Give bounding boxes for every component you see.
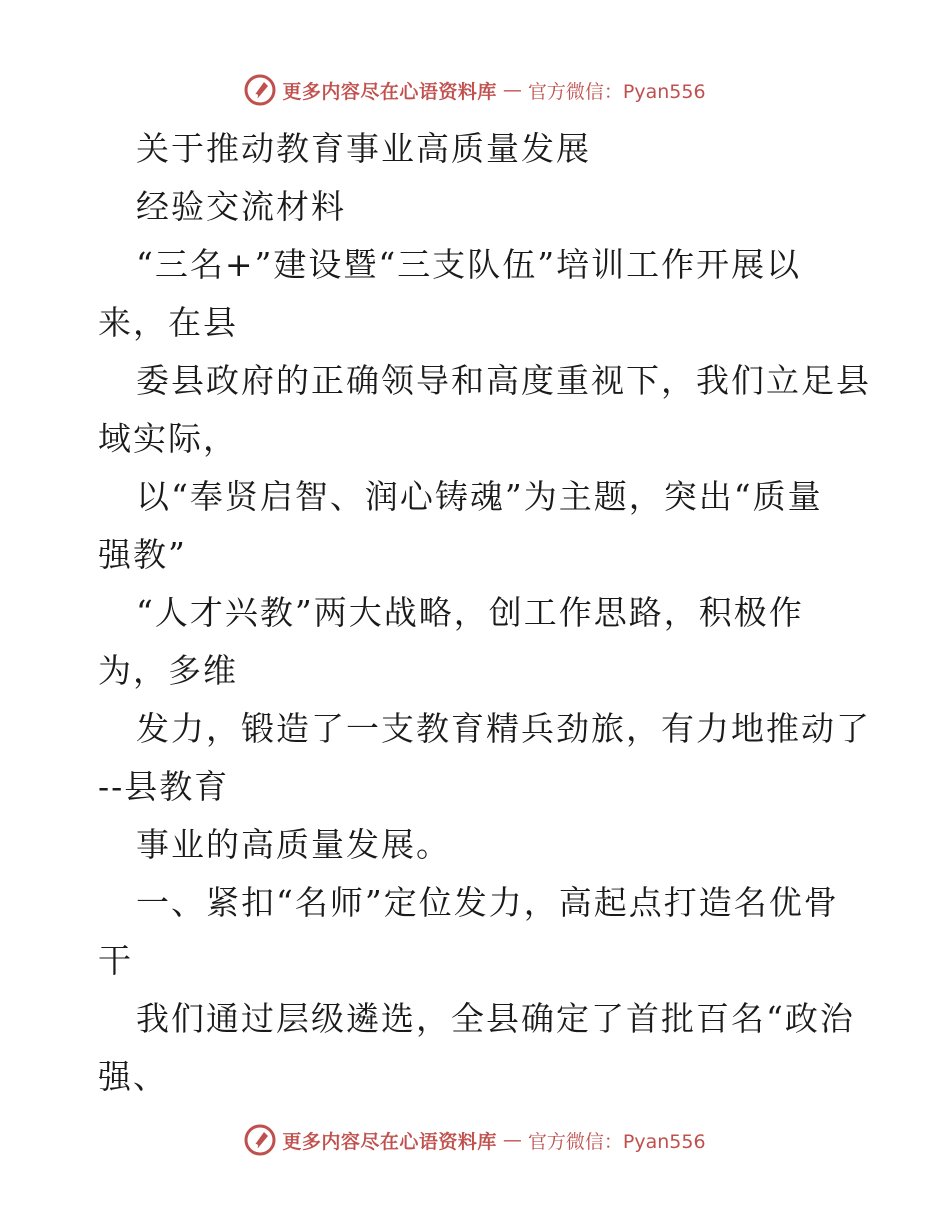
banner-wechat: 官方微信：Pyan556 <box>527 80 706 103</box>
banner-separator: — <box>502 1129 522 1151</box>
document-body <box>98 120 871 1106</box>
text-line: 以“奉贤启智、润心铸魂”为主题，突出“质量 <box>136 477 823 516</box>
text-line: 发力，锻造了一支教育精兵劲旅，有力地推动了 <box>136 709 871 748</box>
text-line: 为，多维 <box>98 651 238 690</box>
text-line: 事业的高质量发展。 <box>136 825 451 864</box>
banner-separator: — <box>502 79 522 101</box>
text-line: 域实际， <box>98 419 238 458</box>
text-line: 强教” <box>98 535 187 574</box>
text-line: 强、 <box>98 1057 168 1096</box>
text-line: --县教育 <box>98 767 230 806</box>
banner-text: 更多内容尽在心语资料库 <box>282 80 497 103</box>
text-line: “三名+”建设暨“三支队伍”培训工作开展以 <box>136 245 802 284</box>
text-line: “人才兴教”两大战略，创工作思路，积极作 <box>136 593 804 632</box>
pen-nib-logo-icon <box>244 1124 276 1156</box>
banner-text: 更多内容尽在心语资料库 <box>282 1130 497 1153</box>
text-line: 来，在县 <box>98 303 238 342</box>
text-line: 我们通过层级遴选，全县确定了首批百名“政治 <box>136 999 855 1038</box>
header-banner[interactable] <box>0 70 950 110</box>
text-line: 关于推动教育事业高质量发展 <box>136 129 591 168</box>
pen-nib-logo-icon <box>244 74 276 106</box>
text-line: 委县政府的正确领导和高度重视下，我们立足县 <box>136 361 871 400</box>
banner-wechat: 官方微信：Pyan556 <box>527 1130 706 1153</box>
text-line: 经验交流材料 <box>136 187 346 226</box>
text-line: 干 <box>98 941 133 980</box>
text-line: 一、紧扣“名师”定位发力，高起点打造名优骨 <box>136 883 839 922</box>
footer-banner[interactable] <box>0 1120 950 1160</box>
